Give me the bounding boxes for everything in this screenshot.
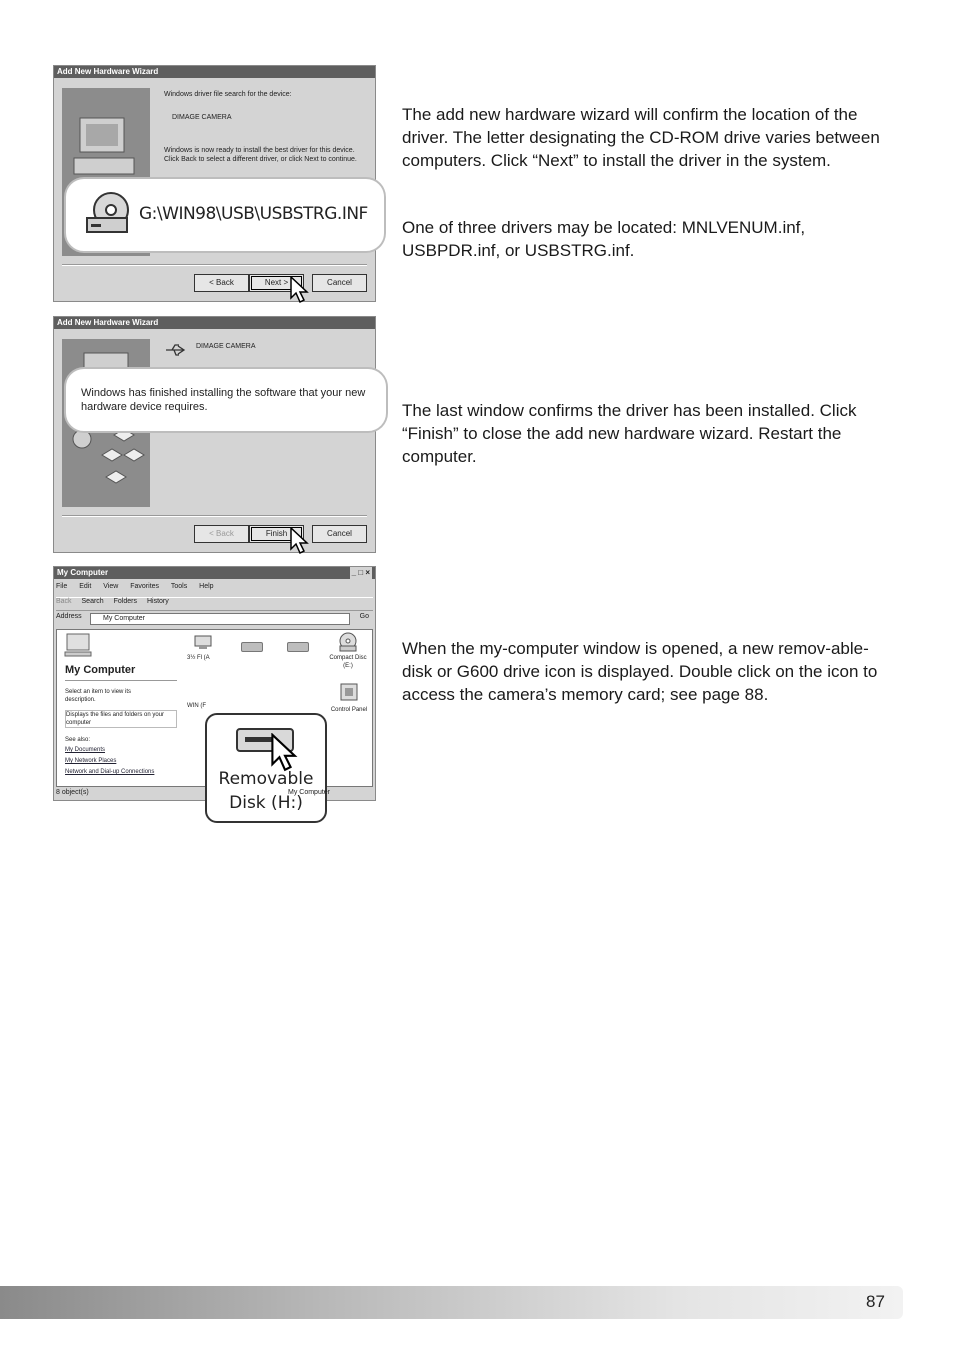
link-my-network-places[interactable]: My Network Places [65, 758, 117, 764]
paragraph-my-computer: When the my-computer window is opened, a new remov-able-disk or G600 drive icon is displayed. Double click on the icon to access the camera’s memory card; see page 88. [402, 639, 878, 704]
status-object-count: 8 object(s) [56, 789, 89, 796]
drive-icon[interactable] [241, 642, 263, 652]
address-bar [56, 613, 373, 625]
device-name: DIMAGE CAMERA [196, 343, 256, 350]
toolbar-back-button[interactable]: Back [56, 598, 72, 605]
finish-button[interactable]: Finish [249, 525, 304, 543]
toolbar-folders-button[interactable]: Folders [113, 598, 137, 605]
toolbar [56, 597, 373, 611]
mouse-cursor-icon [290, 527, 310, 555]
see-also-label: See also: [65, 737, 91, 743]
control-panel-icon[interactable] [339, 682, 359, 702]
menu-bar [56, 583, 373, 593]
drive-icon[interactable] [287, 642, 309, 652]
menu-edit[interactable]: Edit [79, 583, 92, 590]
menu-help[interactable]: Help [199, 583, 214, 590]
control-panel-label: Control Panel [330, 707, 368, 713]
link-network-connections[interactable]: Network and Dial-up Connections [65, 769, 155, 775]
page-number: 87 [866, 1292, 885, 1311]
toolbar-history-button[interactable]: History [146, 598, 169, 605]
compact-disc-icon[interactable] [337, 632, 359, 652]
select-description: Select an item to view its description. [65, 689, 132, 703]
cancel-button[interactable]: Cancel [312, 274, 367, 292]
back-button[interactable]: < Back [194, 525, 249, 543]
compact-disc-label: Compact Disc (E:) [329, 655, 367, 669]
driver-path-callout [66, 179, 384, 251]
menu-file[interactable]: File [56, 583, 68, 590]
wizard-screenshot-driver-location [53, 65, 376, 302]
mouse-cursor-icon [290, 276, 310, 304]
floppy-drive-label: 3½ Fl (A [187, 655, 210, 661]
address-field[interactable]: My Computer [90, 613, 350, 625]
cancel-button[interactable]: Cancel [312, 525, 367, 543]
wizard-title: Add New Hardware Wizard [54, 317, 375, 329]
toolbar-search-button[interactable]: Search [81, 598, 104, 605]
win-drive-label: WIN (F [187, 703, 206, 709]
ready-text: Windows is now ready to install the best driver for this device. Click Back to select a different driver, or click Next to continue. [164, 147, 357, 163]
window-controls[interactable]: _ □ × [351, 568, 370, 577]
driver-search-text: Windows driver file search for the device: [164, 91, 292, 98]
my-computer-screenshot [53, 566, 376, 813]
window-titlebar [54, 567, 375, 579]
my-computer-icon [63, 632, 93, 658]
back-button[interactable]: < Back [194, 274, 249, 292]
floppy-drive-icon[interactable] [193, 634, 213, 650]
panel-title: My Computer [65, 664, 136, 676]
go-button[interactable]: Go [359, 613, 369, 620]
usb-icon [164, 343, 188, 357]
removable-disk-label-line1: Removable [218, 769, 314, 789]
wizard-divider [62, 264, 367, 266]
wizard-title: Add New Hardware Wizard [54, 66, 375, 78]
finished-callout [66, 369, 386, 431]
wizard-divider [62, 515, 367, 517]
menu-view[interactable]: View [103, 583, 119, 590]
link-my-documents[interactable]: My Documents [65, 747, 106, 753]
panel-divider [65, 680, 177, 681]
removable-disk-callout[interactable] [205, 713, 327, 823]
window-title: My Computer [57, 568, 109, 577]
finished-message: Windows has finished installing the software that your new hardware device requires. [81, 387, 366, 413]
wizard-screenshot-finished [53, 316, 376, 553]
paragraph-driver-location: The add new hardware wizard will confirm the location of the driver. The letter designating the CD-ROM drive varies between computers. Click “Next” to install the driver in the system. [402, 105, 880, 170]
cd-drive-icon [83, 190, 133, 236]
address-label: Address [56, 613, 82, 620]
menu-tools[interactable]: Tools [170, 583, 188, 590]
device-name: DIMAGE CAMERA [172, 114, 232, 121]
status-bar [56, 788, 373, 798]
next-button[interactable]: Next > [249, 274, 304, 292]
removable-disk-label-line2: Disk (H:) [229, 793, 303, 813]
footer-bar [0, 1286, 903, 1319]
displays-description: Displays the files and folders on your computer [65, 710, 177, 728]
status-location: My Computer [288, 789, 331, 796]
menu-favorites[interactable]: Favorites [130, 583, 160, 590]
paragraph-driver-installed: The last window confirms the driver has been installed. Click “Finish” to close the add new hardware wizard. Restart the computer. [402, 401, 857, 466]
driver-path: G:\WIN98\USB\USBSTRG.INF [139, 204, 368, 224]
paragraph-driver-names: One of three drivers may be located: MNLVENUM.inf, USBPDR.inf, or USBSTRG.inf. [402, 218, 806, 260]
